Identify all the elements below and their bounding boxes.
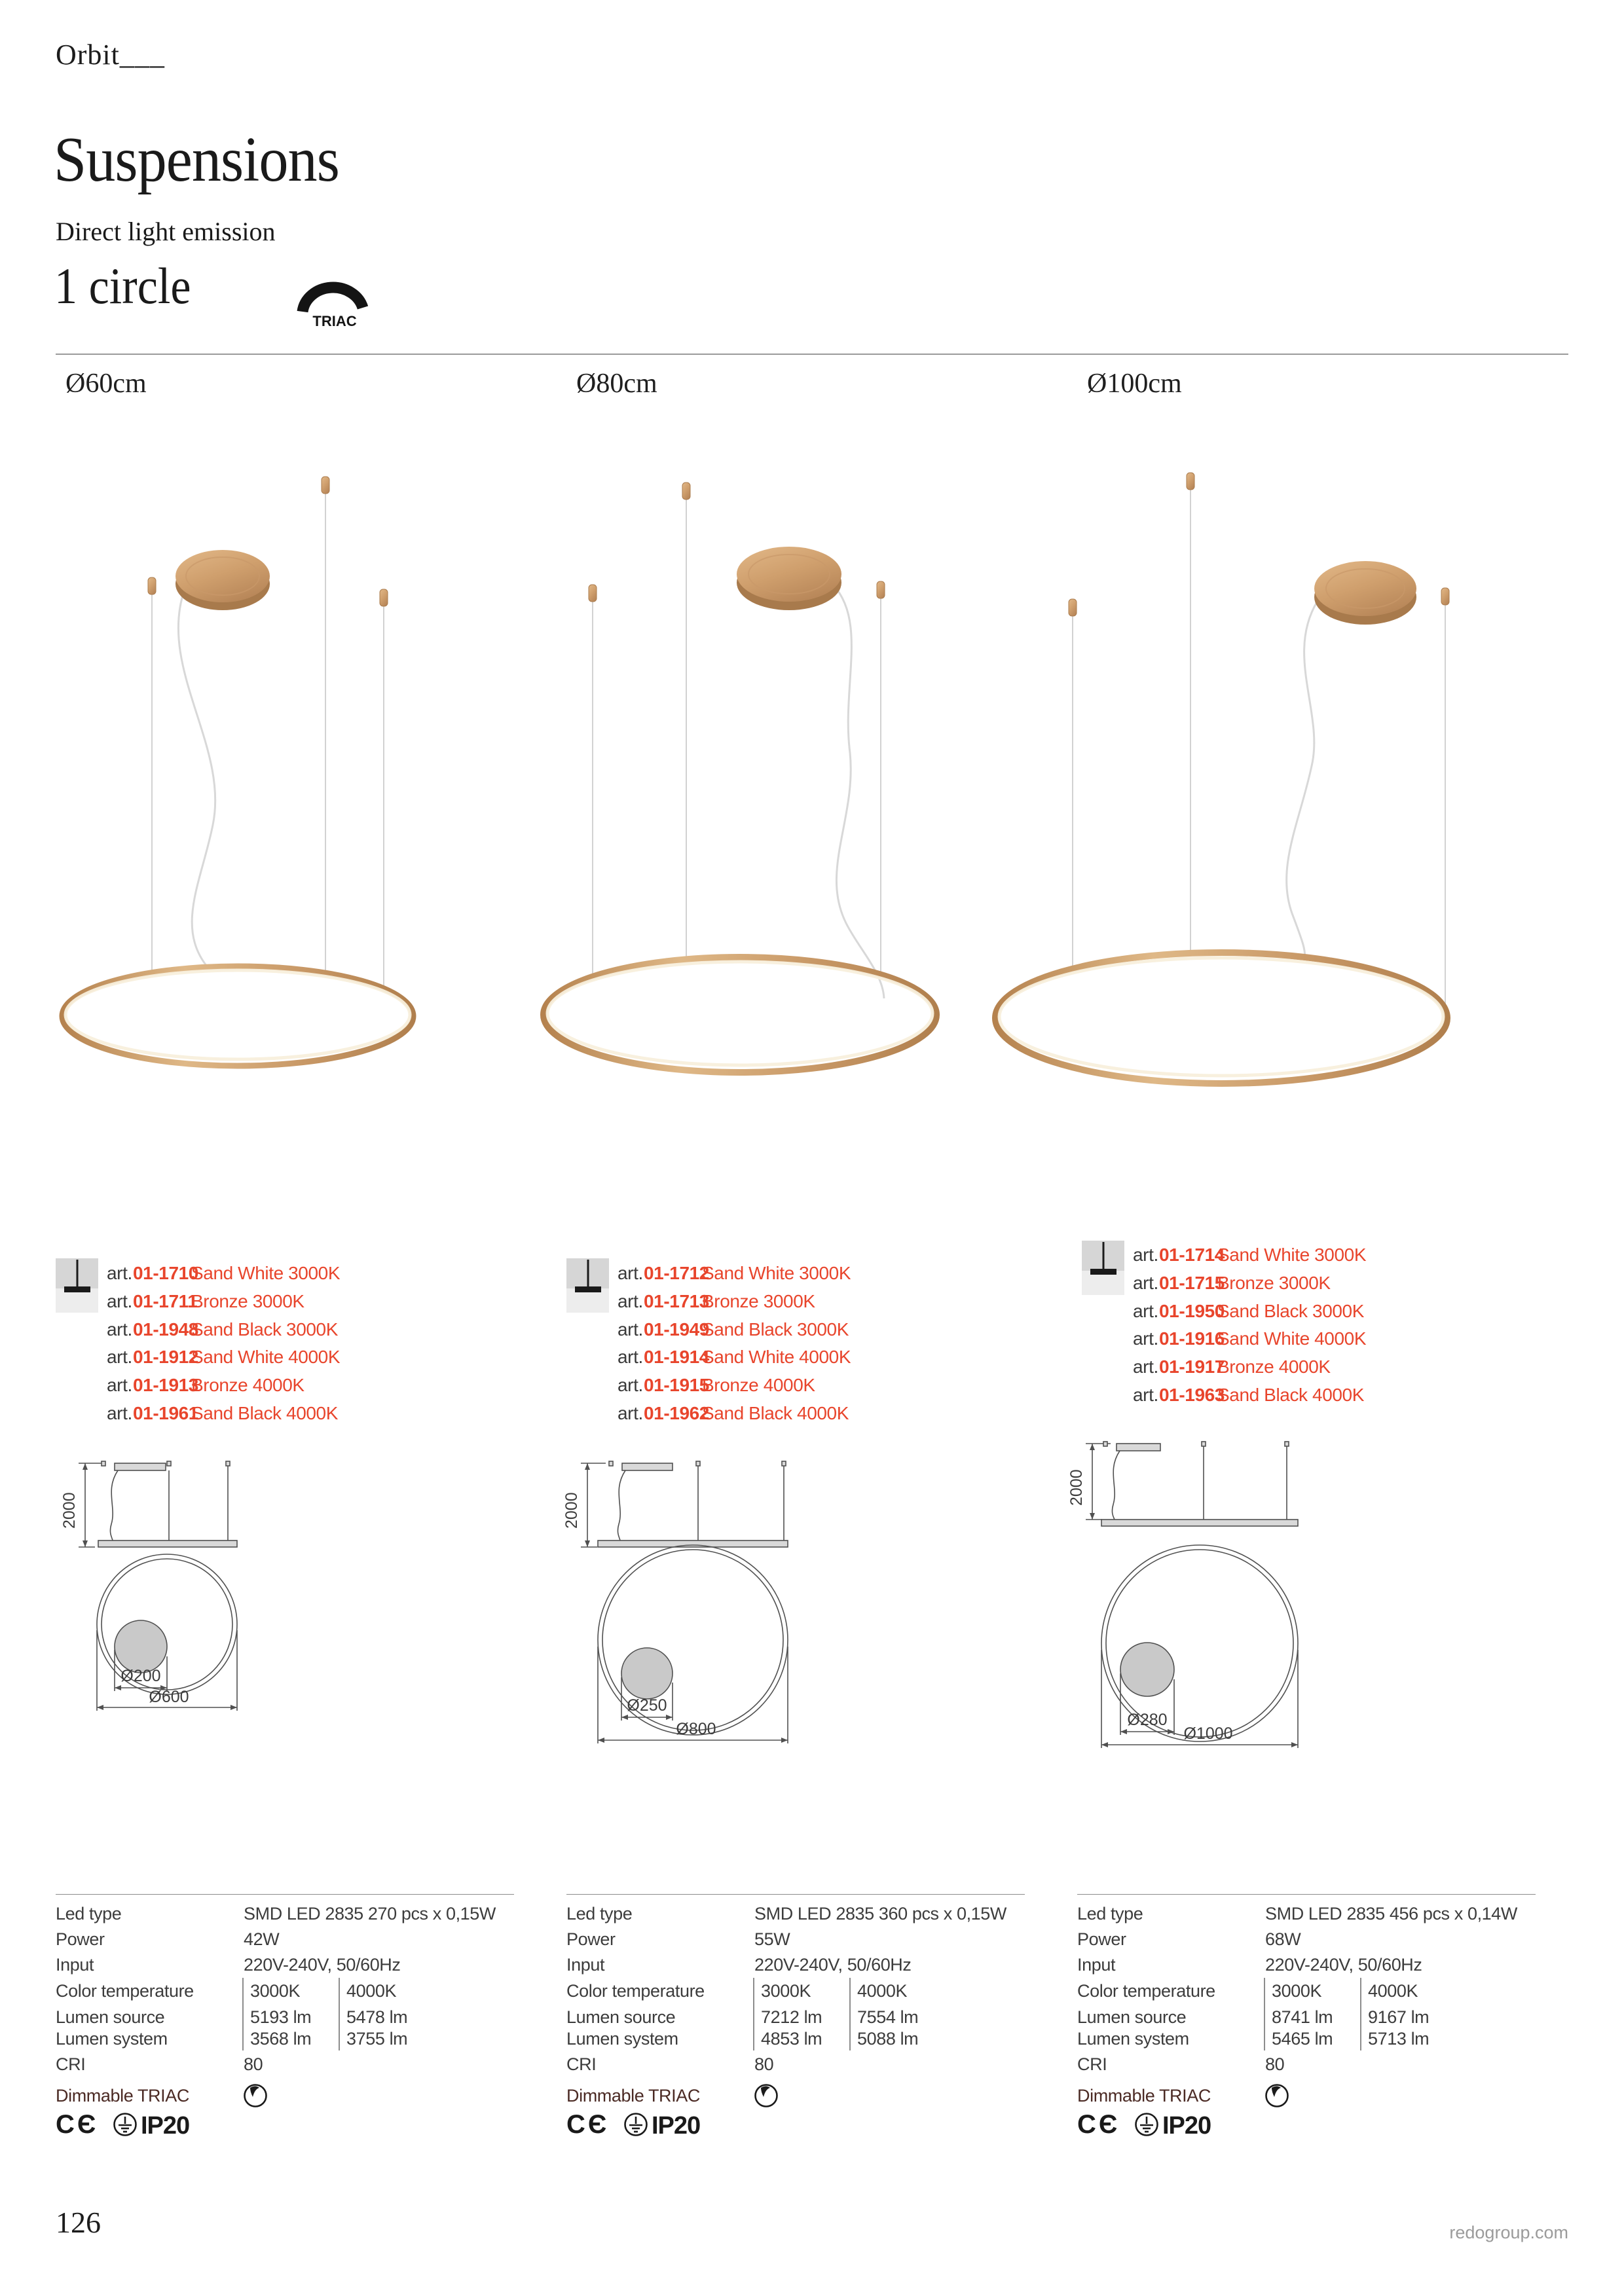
article-row <box>107 1263 132 1284</box>
suspension-type-icon <box>566 1258 609 1313</box>
article-number: 01-1913 <box>133 1375 198 1395</box>
dim-ring: Ø600 <box>149 1688 189 1706</box>
spec-label-input: Input <box>1077 1955 1116 1975</box>
dim-canopy: Ø200 <box>120 1667 161 1685</box>
spec-value-lumen-system-3000: 5465 lm <box>1272 2029 1333 2049</box>
spec-label-cri: CRI <box>1077 2054 1107 2074</box>
ce-mark: CЄ <box>1077 2111 1120 2138</box>
page-number: 126 <box>56 2206 101 2239</box>
article-row <box>107 1375 132 1396</box>
article-finish: Sand Black 3000K <box>191 1319 338 1339</box>
spec-label-lumen-source: Lumen source <box>566 2007 676 2027</box>
article-number: 01-1963 <box>1159 1385 1225 1405</box>
page-title: Suspensions <box>54 124 339 194</box>
article-finish: Sand White 3000K <box>1217 1245 1367 1265</box>
article-finish: Sand Black 3000K <box>1217 1301 1364 1321</box>
spec-label-lumen-system: Lumen system <box>1077 2029 1189 2049</box>
spec-value-input: 220V-240V, 50/60Hz <box>244 1955 401 1975</box>
article-row <box>1133 1357 1158 1377</box>
suspension-type-icon <box>1082 1241 1124 1295</box>
article-finish: Sand White 3000K <box>191 1263 341 1283</box>
article-finish: Bronze 4000K <box>702 1375 815 1395</box>
spec-table-rule <box>566 1894 1025 1895</box>
article-number: 01-1915 <box>644 1375 709 1395</box>
spec-value-ct-3000: 3000K <box>1272 1981 1322 2001</box>
dim-height: 2000 <box>563 1492 581 1529</box>
spec-value-lumen-source-4000: 7554 lm <box>857 2007 919 2027</box>
spec-label-lumen-system: Lumen system <box>566 2029 678 2049</box>
art-label: art. <box>1133 1385 1158 1405</box>
spec-value-lumen-system-3000: 4853 lm <box>761 2029 822 2049</box>
article-number: 01-1714 <box>1159 1245 1225 1265</box>
triac-dimmer-icon <box>293 262 378 334</box>
spec-label-ct: Color temperature <box>1077 1981 1215 2001</box>
art-label: art. <box>618 1263 643 1283</box>
art-label: art. <box>1133 1328 1158 1349</box>
art-label: art. <box>618 1291 643 1311</box>
page-subtitle: Direct light emission <box>56 217 276 246</box>
certification-marks <box>566 2111 737 2138</box>
spec-value-input: 220V-240V, 50/60Hz <box>1265 1955 1422 1975</box>
spec-label-lumen-source: Lumen source <box>56 2007 165 2027</box>
article-row <box>1133 1385 1158 1406</box>
pendant-photo-100 <box>995 473 1449 1084</box>
spec-column-divider <box>849 1978 851 2050</box>
spec-label-input: Input <box>566 1955 605 1975</box>
size-label-60: Ø60cm <box>65 369 147 399</box>
spec-value-lumen-system-4000: 3755 lm <box>346 2029 408 2049</box>
article-number: 01-1711 <box>133 1291 198 1311</box>
spec-table-rule <box>1077 1894 1536 1895</box>
dimmer-knob-icon <box>242 2083 268 2109</box>
tech-drawing-100 <box>1067 1442 1298 1748</box>
section-title: 1 circle <box>54 257 191 314</box>
spec-value-lumen-system-4000: 5088 lm <box>857 2029 919 2049</box>
certification-marks <box>1077 2111 1247 2138</box>
article-row <box>1133 1273 1158 1294</box>
ip-rating: IP20 <box>1162 2112 1211 2138</box>
spec-label-led-type: Led type <box>56 1904 122 1923</box>
art-label: art. <box>1133 1357 1158 1377</box>
spec-value-power: 68W <box>1265 1929 1301 1949</box>
tech-drawing-80 <box>563 1461 788 1743</box>
spec-label-dimmable: Dimmable TRIAC <box>1077 2086 1211 2105</box>
triac-arc <box>303 287 363 312</box>
article-row <box>107 1403 132 1424</box>
spec-value-cri: 80 <box>244 2054 263 2074</box>
spec-value-ct-4000: 4000K <box>857 1981 908 2001</box>
article-number: 01-1948 <box>133 1319 198 1339</box>
spec-label-dimmable: Dimmable TRIAC <box>566 2086 700 2105</box>
article-number: 01-1912 <box>133 1347 198 1367</box>
article-finish: Sand Black 4000K <box>191 1403 338 1423</box>
earth-symbol-icon <box>1136 2114 1158 2136</box>
article-finish: Bronze 4000K <box>1217 1357 1331 1377</box>
canopy <box>737 547 841 610</box>
article-finish: Bronze 3000K <box>702 1291 815 1311</box>
technical-drawings <box>0 1434 1624 1761</box>
spec-value-lumen-source-3000: 8741 lm <box>1272 2007 1333 2027</box>
spec-value-cri: 80 <box>754 2054 774 2074</box>
article-row <box>618 1347 643 1368</box>
canopy <box>1314 561 1416 625</box>
article-number: 01-1712 <box>644 1263 709 1283</box>
article-row <box>618 1375 643 1396</box>
spec-label-dimmable: Dimmable TRIAC <box>56 2086 189 2105</box>
dim-ring: Ø800 <box>676 1720 716 1738</box>
art-label: art. <box>618 1347 643 1367</box>
spec-value-led-type: SMD LED 2835 360 pcs x 0,15W <box>754 1904 1006 1923</box>
product-photos <box>0 393 1624 1165</box>
spec-label-cri: CRI <box>56 2054 86 2074</box>
spec-value-ct-4000: 4000K <box>1368 1981 1418 2001</box>
art-label: art. <box>107 1403 132 1423</box>
article-finish: Sand Black 4000K <box>1217 1385 1364 1405</box>
spec-value-lumen-system-4000: 5713 lm <box>1368 2029 1430 2049</box>
power-cable <box>1287 601 1318 960</box>
article-finish: Sand Black 3000K <box>702 1319 849 1339</box>
earth-symbol-icon <box>115 2114 136 2136</box>
size-label-100: Ø100cm <box>1087 369 1182 399</box>
article-number: 01-1962 <box>644 1403 709 1423</box>
spec-column-divider <box>242 1978 244 2050</box>
light-ring <box>544 957 936 1072</box>
light-ring <box>995 953 1447 1084</box>
article-row <box>618 1403 643 1424</box>
article-finish: Bronze 4000K <box>191 1375 304 1395</box>
article-number: 01-1715 <box>1159 1273 1225 1293</box>
spec-value-lumen-source-4000: 9167 lm <box>1368 2007 1430 2027</box>
spec-label-led-type: Led type <box>566 1904 633 1923</box>
article-row <box>618 1263 643 1284</box>
article-row <box>618 1319 643 1340</box>
article-row <box>107 1319 132 1340</box>
spec-value-lumen-source-4000: 5478 lm <box>346 2007 408 2027</box>
spec-value-ct-3000: 3000K <box>250 1981 301 2001</box>
pendant-photo-80 <box>544 483 936 1072</box>
art-label: art. <box>107 1263 132 1283</box>
size-label-80: Ø80cm <box>576 369 657 399</box>
spec-value-lumen-source-3000: 5193 lm <box>250 2007 312 2027</box>
power-cable <box>178 589 215 966</box>
spec-label-lumen-source: Lumen source <box>1077 2007 1187 2027</box>
spec-label-power: Power <box>566 1929 616 1949</box>
spec-table-rule <box>56 1894 514 1895</box>
article-finish: Sand White 4000K <box>191 1347 341 1367</box>
article-row <box>1133 1301 1158 1322</box>
article-finish: Bronze 3000K <box>1217 1273 1331 1293</box>
art-label: art. <box>107 1375 132 1395</box>
light-ring <box>62 966 413 1066</box>
dim-canopy: Ø250 <box>627 1696 667 1715</box>
spec-column-divider <box>1360 1978 1361 2050</box>
triac-label: TRIAC <box>312 313 357 329</box>
article-row <box>107 1291 132 1312</box>
art-label: art. <box>1133 1301 1158 1321</box>
spec-value-power: 42W <box>244 1929 280 1949</box>
canopy <box>175 550 270 610</box>
pendant-photo-60 <box>62 477 413 1066</box>
header-rule <box>56 354 1568 355</box>
ip-rating: IP20 <box>652 2112 701 2138</box>
spec-value-cri: 80 <box>1265 2054 1285 2074</box>
article-row <box>107 1347 132 1368</box>
ce-mark: CЄ <box>566 2111 610 2138</box>
certification-marks <box>56 2111 226 2138</box>
spec-column-divider <box>753 1978 754 2050</box>
article-finish: Bronze 3000K <box>191 1291 304 1311</box>
spec-label-ct: Color temperature <box>566 1981 705 2001</box>
power-cable <box>833 585 884 998</box>
spec-label-lumen-system: Lumen system <box>56 2029 168 2049</box>
article-number: 01-1950 <box>1159 1301 1225 1321</box>
spec-value-lumen-system-3000: 3568 lm <box>250 2029 312 2049</box>
spec-label-cri: CRI <box>566 2054 597 2074</box>
article-number: 01-1916 <box>1159 1328 1225 1349</box>
spec-value-input: 220V-240V, 50/60Hz <box>754 1955 912 1975</box>
dimmer-knob-icon <box>1264 2083 1290 2109</box>
dimmer-knob-icon <box>753 2083 779 2109</box>
dim-height: 2000 <box>1067 1469 1086 1506</box>
art-label: art. <box>618 1403 643 1423</box>
article-number: 01-1961 <box>133 1403 198 1423</box>
dim-canopy: Ø280 <box>1127 1711 1168 1729</box>
article-finish: Sand White 3000K <box>702 1263 851 1283</box>
art-label: art. <box>107 1347 132 1367</box>
article-number: 01-1917 <box>1159 1357 1225 1377</box>
article-row <box>1133 1245 1158 1266</box>
spec-value-ct-3000: 3000K <box>761 1981 811 2001</box>
art-label: art. <box>107 1291 132 1311</box>
article-row <box>618 1291 643 1312</box>
website-url: redogroup.com <box>1449 2223 1568 2242</box>
spec-label-led-type: Led type <box>1077 1904 1143 1923</box>
article-row <box>1133 1328 1158 1349</box>
dim-height: 2000 <box>60 1492 79 1529</box>
article-finish: Sand Black 4000K <box>702 1403 849 1423</box>
art-label: art. <box>1133 1245 1158 1265</box>
spec-value-led-type: SMD LED 2835 270 pcs x 0,15W <box>244 1904 496 1923</box>
spec-label-power: Power <box>56 1929 105 1949</box>
spec-column-divider <box>339 1978 340 2050</box>
spec-column-divider <box>1264 1978 1265 2050</box>
suspension-type-icon <box>56 1258 98 1313</box>
spec-value-lumen-source-3000: 7212 lm <box>761 2007 822 2027</box>
article-finish: Sand White 4000K <box>1217 1328 1367 1349</box>
spec-label-ct: Color temperature <box>56 1981 194 2001</box>
dim-ring: Ø1000 <box>1183 1724 1233 1743</box>
article-number: 01-1713 <box>644 1291 709 1311</box>
spec-value-power: 55W <box>754 1929 790 1949</box>
article-number: 01-1914 <box>644 1347 709 1367</box>
spec-label-power: Power <box>1077 1929 1126 1949</box>
art-label: art. <box>618 1319 643 1339</box>
ce-mark: CЄ <box>56 2111 99 2138</box>
earth-symbol-icon <box>625 2114 647 2136</box>
article-number: 01-1949 <box>644 1319 709 1339</box>
art-label: art. <box>1133 1273 1158 1293</box>
spec-label-input: Input <box>56 1955 94 1975</box>
spec-value-ct-4000: 4000K <box>346 1981 397 2001</box>
brand-name: Orbit___ <box>56 39 165 71</box>
art-label: art. <box>618 1375 643 1395</box>
art-label: art. <box>107 1319 132 1339</box>
article-finish: Sand White 4000K <box>702 1347 851 1367</box>
ip-rating: IP20 <box>141 2112 190 2138</box>
spec-value-led-type: SMD LED 2835 456 pcs x 0,14W <box>1265 1904 1517 1923</box>
article-number: 01-1710 <box>133 1263 198 1283</box>
tech-drawing-60 <box>60 1461 237 1711</box>
